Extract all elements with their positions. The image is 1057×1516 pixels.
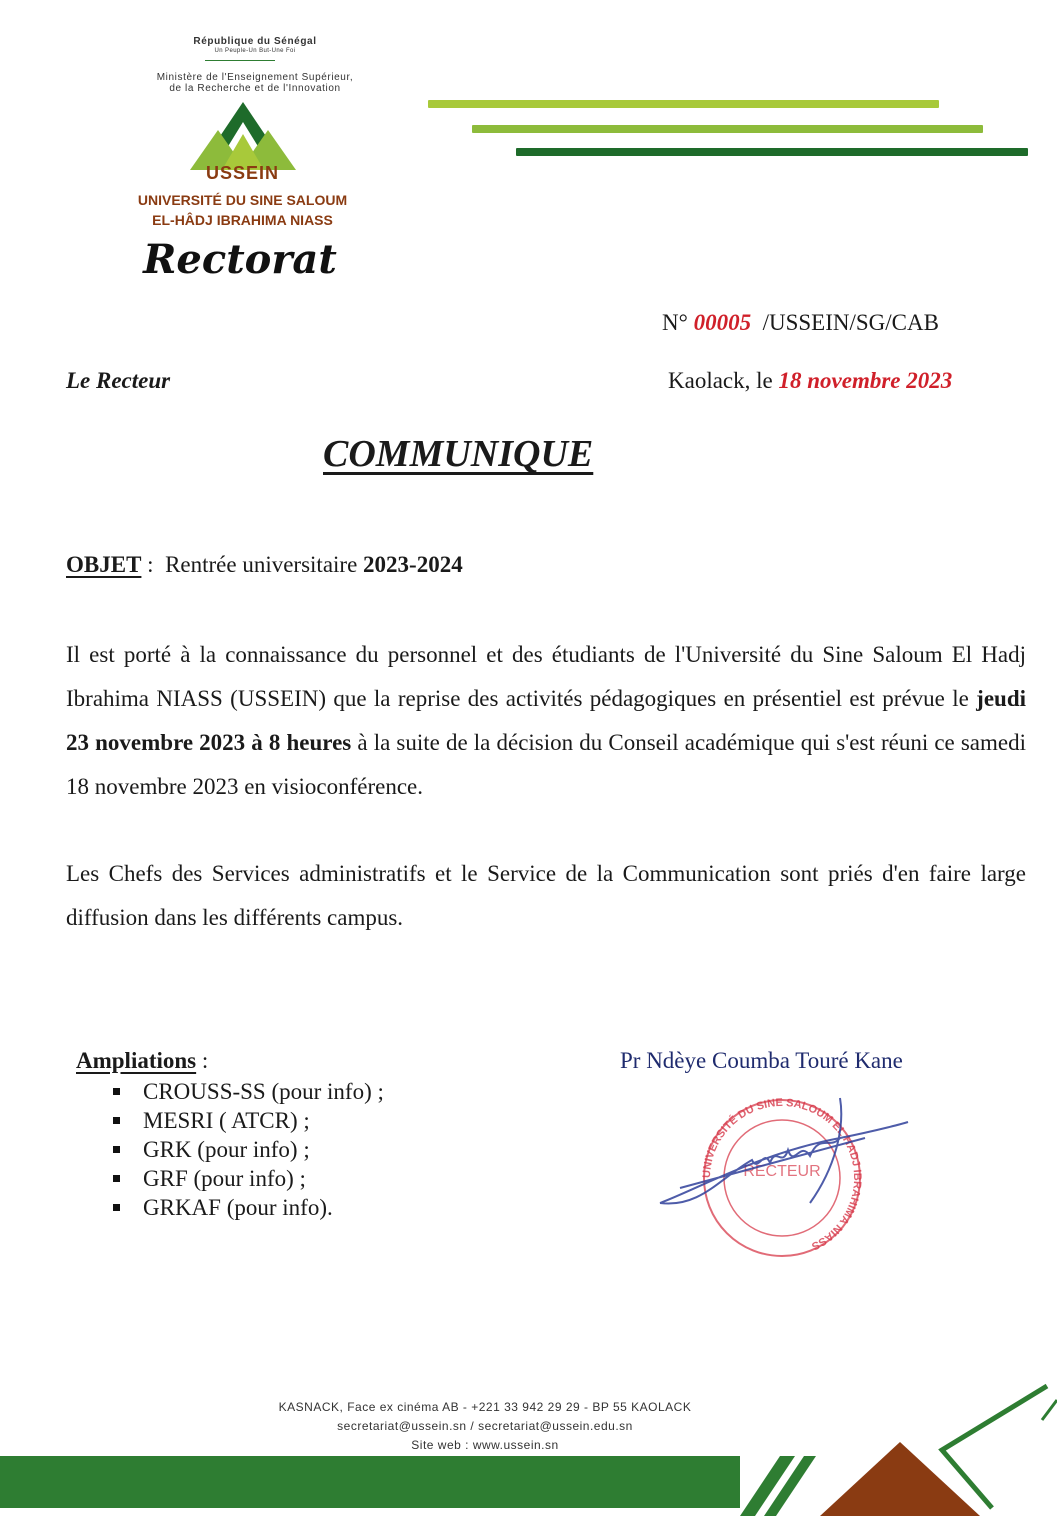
university-name-line-1: UNIVERSITÉ DU SINE SALOUM bbox=[137, 192, 348, 208]
ministry-line-2: de la Recherche et de l'Innovation bbox=[169, 83, 341, 94]
rectorat-label: Rectorat bbox=[143, 236, 337, 283]
reference-value: 00005 bbox=[693, 310, 752, 335]
header-divider bbox=[205, 60, 275, 61]
ministry-label bbox=[120, 72, 390, 94]
list-item: MESRI ( ATCR) ; bbox=[108, 1106, 384, 1135]
subject-line bbox=[66, 552, 463, 578]
list-item: CROUSS-SS (pour info) ; bbox=[108, 1077, 384, 1106]
ampliations-label: Ampliations bbox=[76, 1048, 197, 1073]
body-p1-start: Il est porté à la connaissance du personnel et des étudiants de l'Université du Sine Saloum El Hadj Ibrahima NIASS (USSEIN) que la reprise des activités pédagogiques en présentiel est prévue le bbox=[66, 642, 1026, 711]
subject-text: Rentrée universitaire bbox=[165, 552, 358, 577]
republic-label: République du Sénégal bbox=[193, 36, 317, 47]
header-bar-light bbox=[428, 100, 939, 108]
national-motto: Un Peuple-Un But-Une Foi bbox=[214, 48, 296, 54]
stamp-center-text: RECTEUR bbox=[743, 1163, 821, 1180]
university-name-line-2: EL-HÂDJ IBRAHIMA NIASS bbox=[152, 212, 333, 228]
list-item: GRKAF (pour info). bbox=[108, 1193, 384, 1222]
footer-emails: secretariat@ussein.sn / secretariat@ussein.edu.sn bbox=[337, 1419, 633, 1433]
ussein-logo-icon bbox=[188, 100, 298, 172]
signatory-name: Pr Ndèye Coumba Touré Kane bbox=[620, 1048, 903, 1073]
subject-separator: : bbox=[141, 552, 154, 577]
university-name bbox=[100, 190, 385, 230]
header-bar-mid bbox=[472, 125, 983, 133]
footer-decoration-icon bbox=[720, 1380, 1057, 1516]
list-item: GRF (pour info) ; bbox=[108, 1164, 384, 1193]
ampliations-list bbox=[108, 1077, 384, 1222]
official-stamp-icon bbox=[640, 1078, 920, 1258]
reference-prefix: N° bbox=[662, 310, 688, 335]
ampliations-separator: : bbox=[196, 1048, 209, 1073]
reference-suffix: /USSEIN/SG/CAB bbox=[762, 310, 939, 335]
footer-bar bbox=[0, 1456, 740, 1508]
footer-website: Site web : www.ussein.sn bbox=[411, 1438, 559, 1452]
date-value: 18 novembre 2023 bbox=[778, 368, 953, 393]
sender-label: Le Recteur bbox=[66, 368, 171, 393]
body-p1-highlight: jeudi 23 novembre 2023 à 8 heures bbox=[66, 686, 1027, 755]
place-date bbox=[668, 368, 952, 394]
ampliations-heading bbox=[76, 1048, 208, 1074]
body-paragraph-1 bbox=[66, 633, 1026, 809]
body-paragraph-2: Les Chefs des Services administratifs et le Service de la Communication sont priés d'en faire large diffusion dans les différents campus. bbox=[66, 861, 1026, 930]
subject-year: 2023-2024 bbox=[363, 552, 463, 577]
document-title: COMMUNIQUE bbox=[323, 433, 594, 475]
list-item: GRK (pour info) ; bbox=[108, 1135, 384, 1164]
reference-number bbox=[662, 310, 939, 336]
university-acronym: USSEIN bbox=[205, 163, 280, 183]
place-label: Kaolack, le bbox=[668, 368, 773, 393]
body-p1-end: à la suite de la décision du Conseil académique qui s'est réuni ce samedi 18 novembre 2023 en visioconférence. bbox=[66, 730, 1027, 799]
stamp-ring-text: UNIVERSITÉ DU SINE SALOUM EL HADJ IBRAHIMA NIASS bbox=[700, 1096, 864, 1253]
subject-label: OBJET bbox=[66, 552, 142, 577]
footer-address: KASNACK, Face ex cinéma AB - +221 33 942 29 29 - BP 55 KAOLACK bbox=[278, 1400, 692, 1414]
ministry-line-1: Ministère de l'Enseignement Supérieur, bbox=[156, 72, 354, 83]
header-bar-dark bbox=[516, 148, 1028, 156]
